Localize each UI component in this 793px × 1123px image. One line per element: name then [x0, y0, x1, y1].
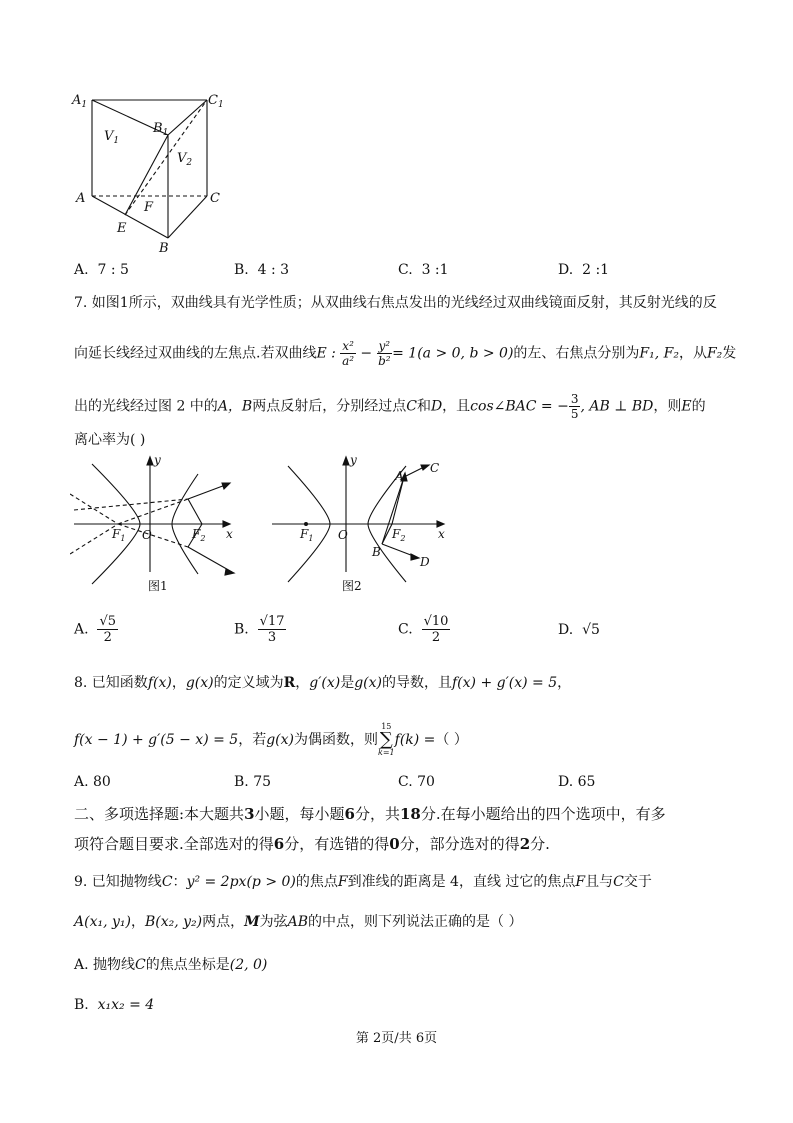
section2-line1: 二、多项选择题:本大题共3小题，每小题6分，共18分.在每小题给出的四个选项中，有多	[74, 805, 666, 823]
svg-text:O: O	[338, 528, 348, 542]
q9-line2: A(x₁, y₁)，B(x₂, y₂)两点，M为弦AB的中点，则下列说法正确的是（ ）	[74, 914, 523, 930]
q7-line2: 向延长线经过双曲线的左焦点.若双曲线E : $\frac{\text{x²}}{\text{a²}}$ − $\frac{\text{y²}}{\text{b²}}$ = 1(a > 0, b > 0)的左、右焦点分别为F₁, F₂，从F₂发	[74, 339, 737, 368]
q7-option-c: C. $\frac{√10}{2}$	[398, 614, 449, 645]
q9-option-a: A. 抛物线C的焦点坐标是(2, 0)	[74, 957, 268, 973]
fig2-caption: 图2	[342, 579, 362, 593]
q9-option-b: B. x₁x₂ = 4	[74, 997, 155, 1013]
section2-line2: 项符合题目要求.全部选对的得6分，有选错的得0分，部分选对的得2分.	[74, 835, 550, 853]
q8-option-d: D. 65	[558, 774, 596, 790]
fig1-dash-left2	[70, 524, 118, 554]
svg-text:F2: $F_2$	[392, 527, 406, 543]
svg-text:C1: $C_1$	[208, 93, 224, 110]
svg-text:C: C	[430, 461, 440, 475]
q7-figure1	[70, 452, 250, 594]
q9-line1: 9. 已知抛物线C：y² = 2px(p > 0)的焦点F到准线的距离是 4，直线 过它的焦点F且与C交于	[74, 874, 652, 890]
svg-text:F1: $F_1$	[300, 527, 314, 543]
q7-line1: 7. 如图1所示，双曲线具有光学性质；从双曲线右焦点发出的光线经过双曲线镜面反射，其反射光线的反	[74, 295, 717, 311]
edge-b-c	[168, 196, 207, 238]
q8-option-b: B. 75	[234, 774, 272, 790]
svg-text:F2: $F_2$	[192, 527, 206, 543]
svg-text:V1: $V_1$	[104, 129, 120, 146]
edge-e-c1-hidden	[125, 100, 207, 215]
svg-text:V2: $V_2$	[177, 151, 193, 168]
q6-option-b: B. 4 : 3	[234, 262, 290, 278]
svg-text:x: x	[438, 527, 445, 541]
label-c: C	[210, 191, 220, 206]
svg-text:O: O	[142, 528, 152, 542]
label-a: A	[76, 191, 86, 206]
fig1-caption: 图1	[148, 579, 168, 593]
fig1-dash-up	[74, 499, 188, 510]
fig1-dash-left	[70, 494, 118, 524]
svg-text:A: A	[395, 469, 404, 483]
q8-line1: 8. 已知函数f(x)，g(x)的定义域为R，g′(x)是g(x)的导数，且f(x) + g′(x) = 5，	[74, 675, 572, 691]
label-c1: C	[208, 93, 218, 108]
fig1-ray-up	[188, 499, 202, 524]
svg-text:D: D	[420, 555, 430, 569]
page-footer: 第 2页/共 6页	[355, 1031, 438, 1046]
svg-text:y: y	[350, 453, 357, 467]
label-f: F	[144, 200, 154, 215]
label-b: B	[159, 241, 169, 256]
svg-text:y: y	[154, 453, 161, 467]
label-v1: V	[104, 129, 114, 144]
q7-line4: 离心率为( )	[74, 432, 146, 448]
q6-option-a: A. 7 : 5	[74, 262, 129, 278]
svg-text:B: B	[372, 545, 381, 559]
svg-text:B1: $B_1$	[153, 121, 169, 138]
edge-b1-c1	[168, 100, 207, 135]
label-v2: V	[177, 151, 187, 166]
q7-option-b: B. $\frac{√17}{3}$	[234, 614, 285, 645]
label-a1: A	[72, 93, 82, 108]
q8-option-c: C. 70	[398, 774, 435, 790]
svg-text:x: x	[226, 527, 233, 541]
q7-option-d: D. √5	[558, 622, 600, 638]
fig2-focus-f1	[304, 522, 308, 526]
q7-figure2	[268, 452, 448, 594]
fig1-reflect-up	[188, 484, 228, 499]
label-b1: B	[153, 121, 163, 136]
svg-text:A1: $A_1$	[72, 93, 88, 110]
q7-line3: 出的光线经过图 2 中的A，B两点反射后，分别经过点C和D，且cos∠BAC = − $\frac{3}{5}$ , AB ⊥ BD，则E的	[74, 392, 706, 421]
q8-option-a: A. 80	[74, 774, 111, 790]
label-e: E	[117, 221, 127, 236]
q8-line2: f(x − 1) + g′(5 − x) = 5，若g(x)为偶函数，则 15 ∑ k=1 f(k) =（ ）	[74, 722, 468, 757]
q6-option-d: D. 2 :1	[558, 262, 610, 278]
prism-figure	[70, 88, 230, 256]
svg-text:F1: $F_1$	[112, 527, 126, 543]
q7-option-a: A. $\frac{√5}{2}$	[74, 614, 117, 645]
edge-a-b	[92, 196, 168, 238]
q6-option-c: C. 3 :1	[398, 262, 449, 278]
